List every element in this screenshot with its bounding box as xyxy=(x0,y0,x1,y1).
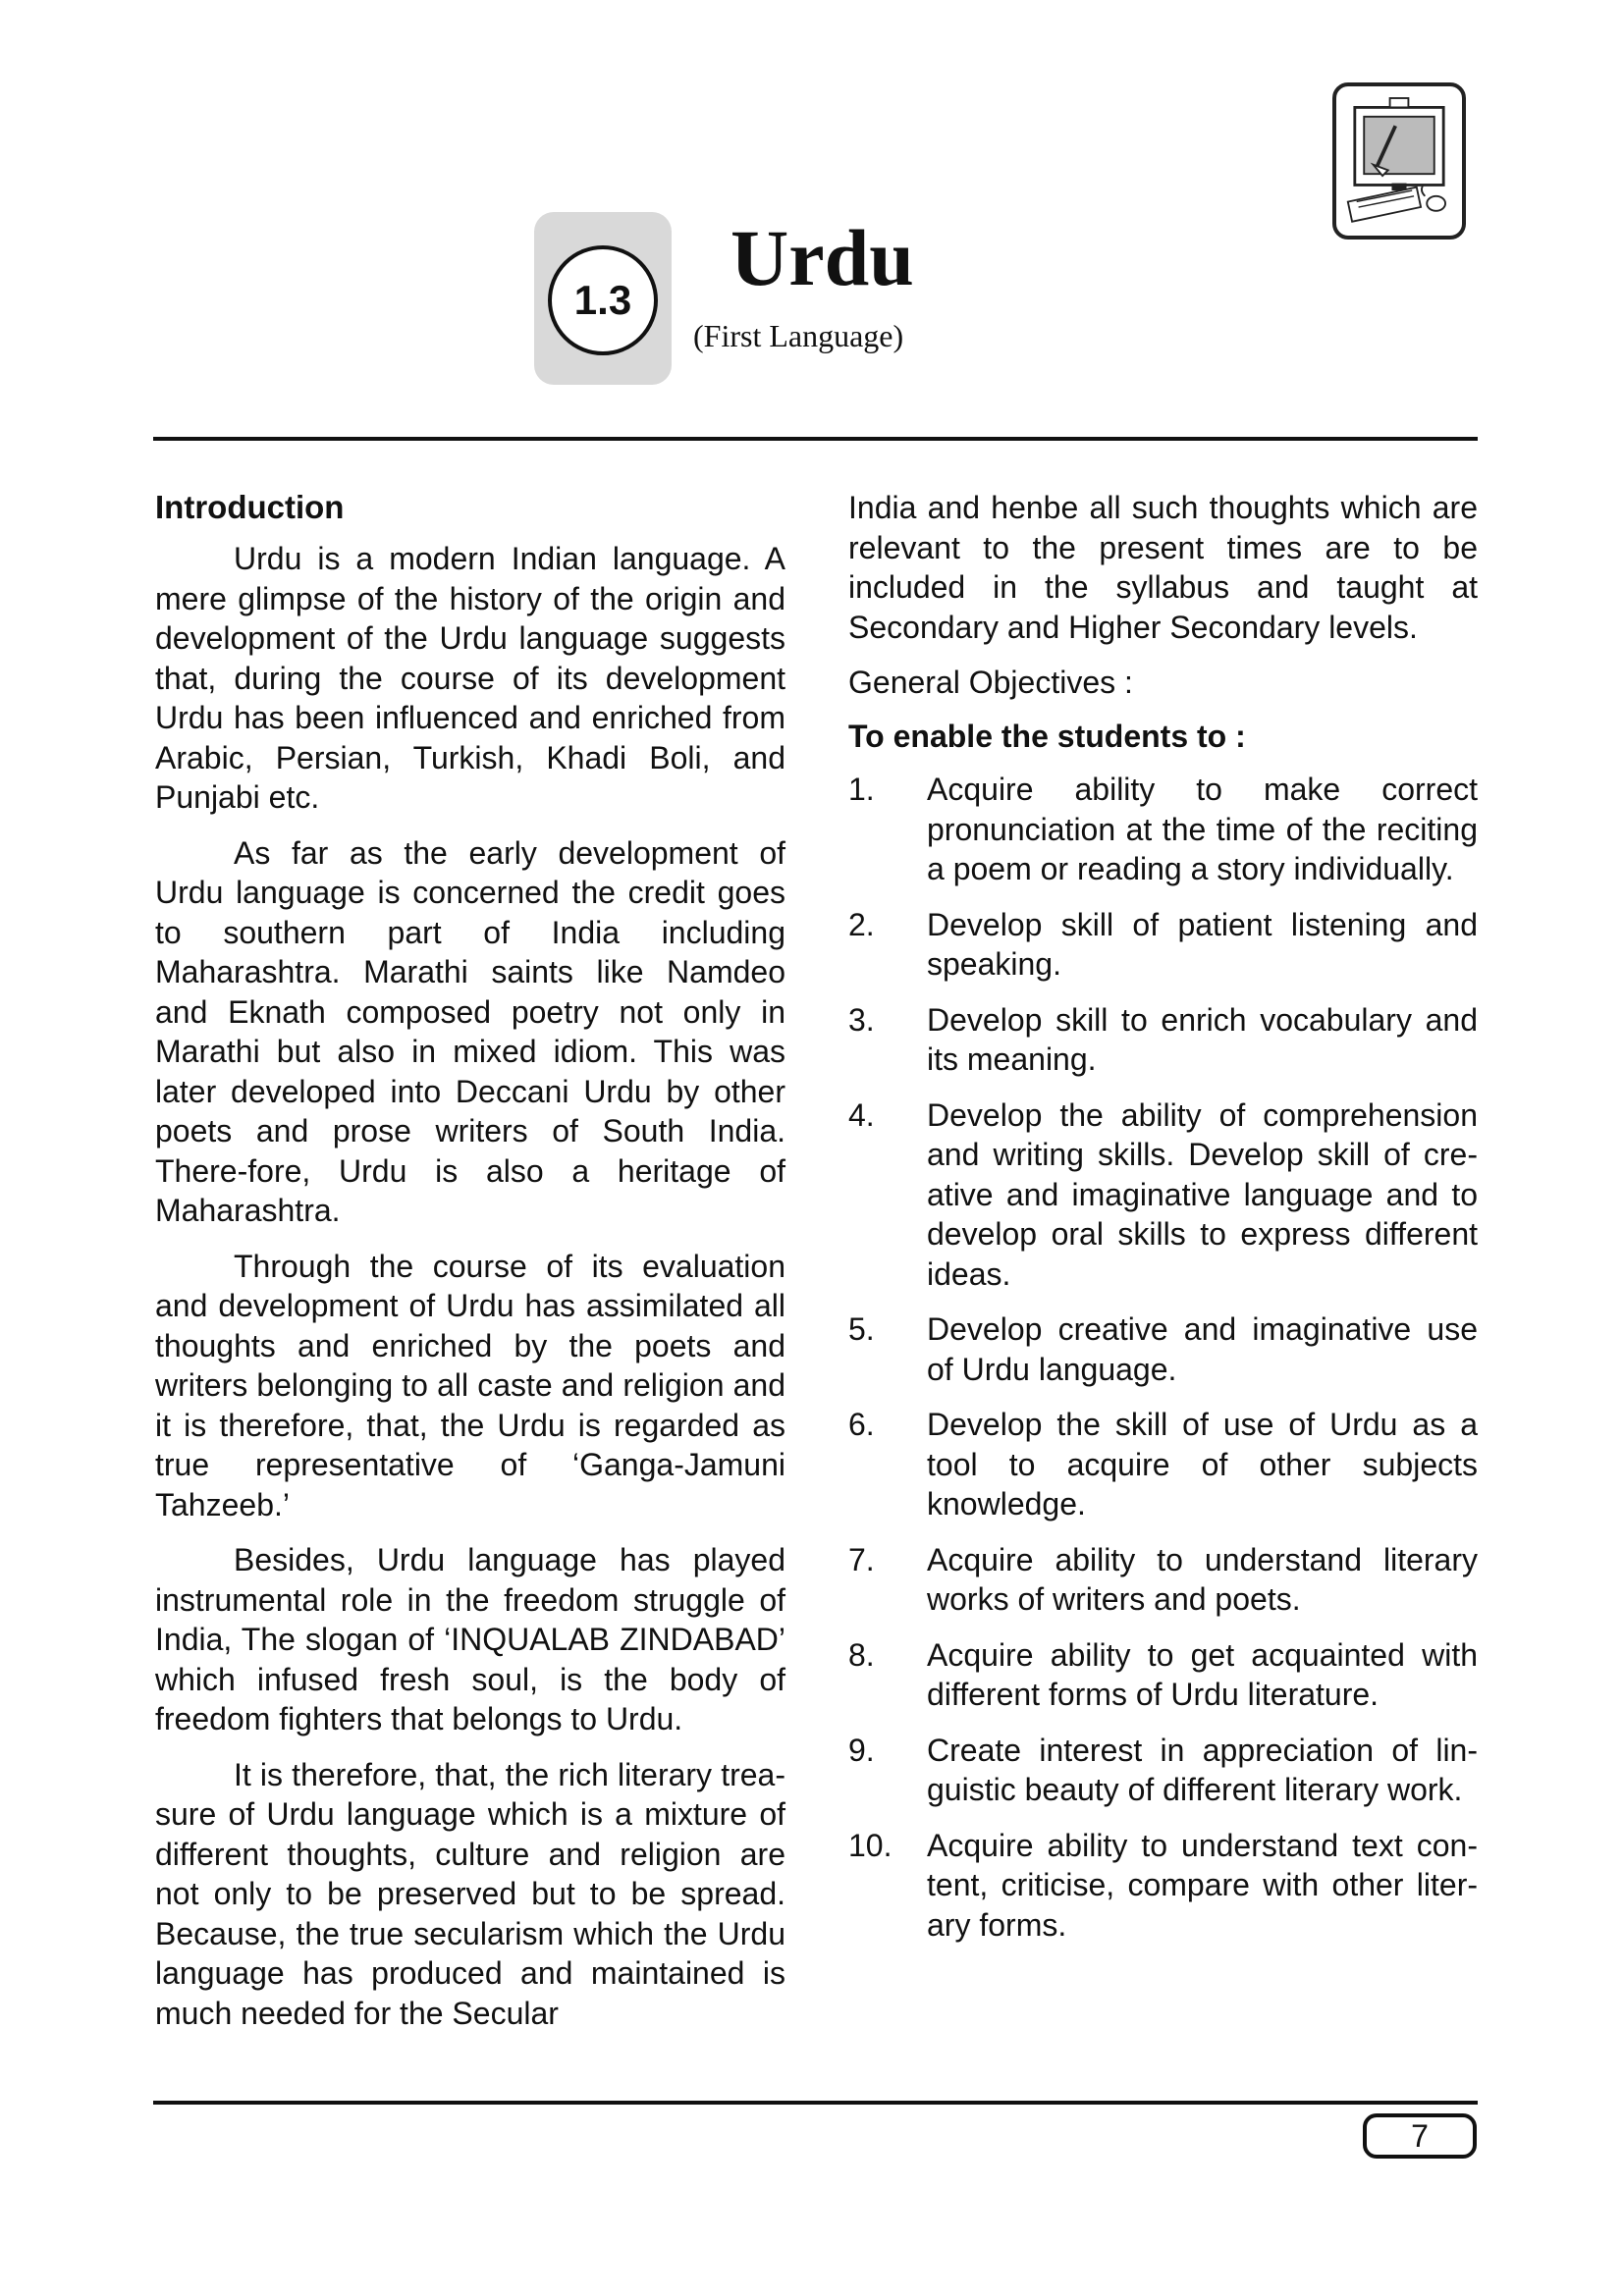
list-item xyxy=(848,1635,1478,1715)
intro-paragraph: It is therefore, that, the rich literary trea-sure of Urdu language which is a mixture of different thoughts, culture and religion are not only to be preserved but to be spread. Because, the true secularism which the Urdu language has produced and maintained is much needed for the Secular xyxy=(155,1756,785,2031)
list-item-text: Acquire ability to make correct pronunciation at the time of the reciting a poem or reading a story individually. xyxy=(927,772,1478,886)
objectives-list xyxy=(848,770,1478,1945)
list-item-text: Develop skill to enrich vocabulary and its meaning. xyxy=(927,1001,1478,1077)
bottom-divider xyxy=(153,2101,1478,2105)
page-number: 7 xyxy=(1363,2113,1477,2159)
list-item-number: 4. xyxy=(848,1096,875,1133)
list-item xyxy=(848,905,1478,985)
list-item-number: 10. xyxy=(848,1827,893,1863)
intro-paragraph: Urdu is a modern Indian language. A mere glimpse of the history of the origin and development of the Urdu language suggests that, during the course of its development Urdu has been influenced and enriched from Arabic, Persian, Turkish, Khadi Boli, and Punjabi etc. xyxy=(155,541,785,815)
objectives-label: General Objectives : xyxy=(848,665,1133,700)
list-item xyxy=(848,1826,1478,1946)
list-item-text: Acquire ability to understand text con-tent, criticise, compare with other liter-ary forms. xyxy=(927,1827,1478,1943)
page-subtitle: (First Language) xyxy=(693,318,904,353)
list-item xyxy=(848,1731,1478,1810)
list-item-text: Acquire ability to understand literary works of writers and poets. xyxy=(927,1541,1478,1617)
continuation-paragraph: India and henbe all such thoughts which are relevant to the present times are to be included in the syllabus and taught at Secondary and Higher Secondary levels. xyxy=(848,490,1478,645)
list-item-number: 5. xyxy=(848,1311,875,1347)
introduction-heading: Introduction xyxy=(155,489,345,525)
list-item-text: Develop skill of patient listening and speaking. xyxy=(927,906,1478,982)
list-item xyxy=(848,1095,1478,1295)
intro-paragraph: As far as the early development of Urdu language is concerned the credit goes to southern part of India including Maharashtra. Marathi saints like Namdeo and Eknath composed poetry not only in Marathi but also in mixed idiom. This was later developed into Deccani Urdu by other poets and prose writers of South India. There-fore, Urdu is also a heritage of Maharashtra. xyxy=(155,834,785,1228)
intro-paragraph: Besides, Urdu language has played instrumental role in the freedom struggle of India, The slogan of ‘INQUALAB ZINDABAD’ which infused fresh soul, is the body of freedom fighters that belongs to Urdu. xyxy=(155,1542,785,1736)
list-item-number: 3. xyxy=(848,1001,875,1038)
list-item xyxy=(848,1000,1478,1080)
list-item-number: 2. xyxy=(848,906,875,942)
list-item-text: Develop the skill of use of Urdu as a tool to acquire of other subjects knowledge. xyxy=(927,1407,1478,1522)
computer-teaching-icon xyxy=(1332,82,1466,240)
objectives-intro: To enable the students to : xyxy=(848,718,1246,754)
list-item-text: Develop creative and imaginative use of Urdu language. xyxy=(927,1311,1478,1387)
list-item xyxy=(848,1540,1478,1620)
list-item-number: 6. xyxy=(848,1407,875,1442)
right-column xyxy=(848,488,1478,1960)
list-item-number: 8. xyxy=(848,1636,875,1673)
list-item-text: Create interest in appreciation of lin-guistic beauty of different literary work. xyxy=(927,1732,1478,1807)
list-item-number: 1. xyxy=(848,772,875,807)
section-number: 1.3 xyxy=(548,245,658,355)
list-item-number: 9. xyxy=(848,1732,875,1768)
list-item-text: Develop the ability of comprehension and writing skills. Develop skill of cre-ative and imaginative language and to develop oral skills to express different ideas. xyxy=(927,1096,1478,1292)
section-badge xyxy=(534,212,672,385)
list-item-text: Acquire ability to get acquainted with different forms of Urdu literature. xyxy=(927,1636,1478,1712)
list-item-number: 7. xyxy=(848,1541,875,1577)
left-column xyxy=(155,488,785,2049)
intro-paragraph: Through the course of its evaluation and development of Urdu has assimilated all thoughts and enriched by the poets and writers belonging to all caste and religion and it is therefore, that, the Urdu is regarded as true representative of ‘Ganga-Jamuni Tahzeeb.’ xyxy=(155,1248,785,1522)
page-title: Urdu xyxy=(730,213,914,302)
list-item xyxy=(848,1405,1478,1524)
list-item xyxy=(848,770,1478,889)
top-divider xyxy=(153,437,1478,441)
list-item xyxy=(848,1309,1478,1389)
